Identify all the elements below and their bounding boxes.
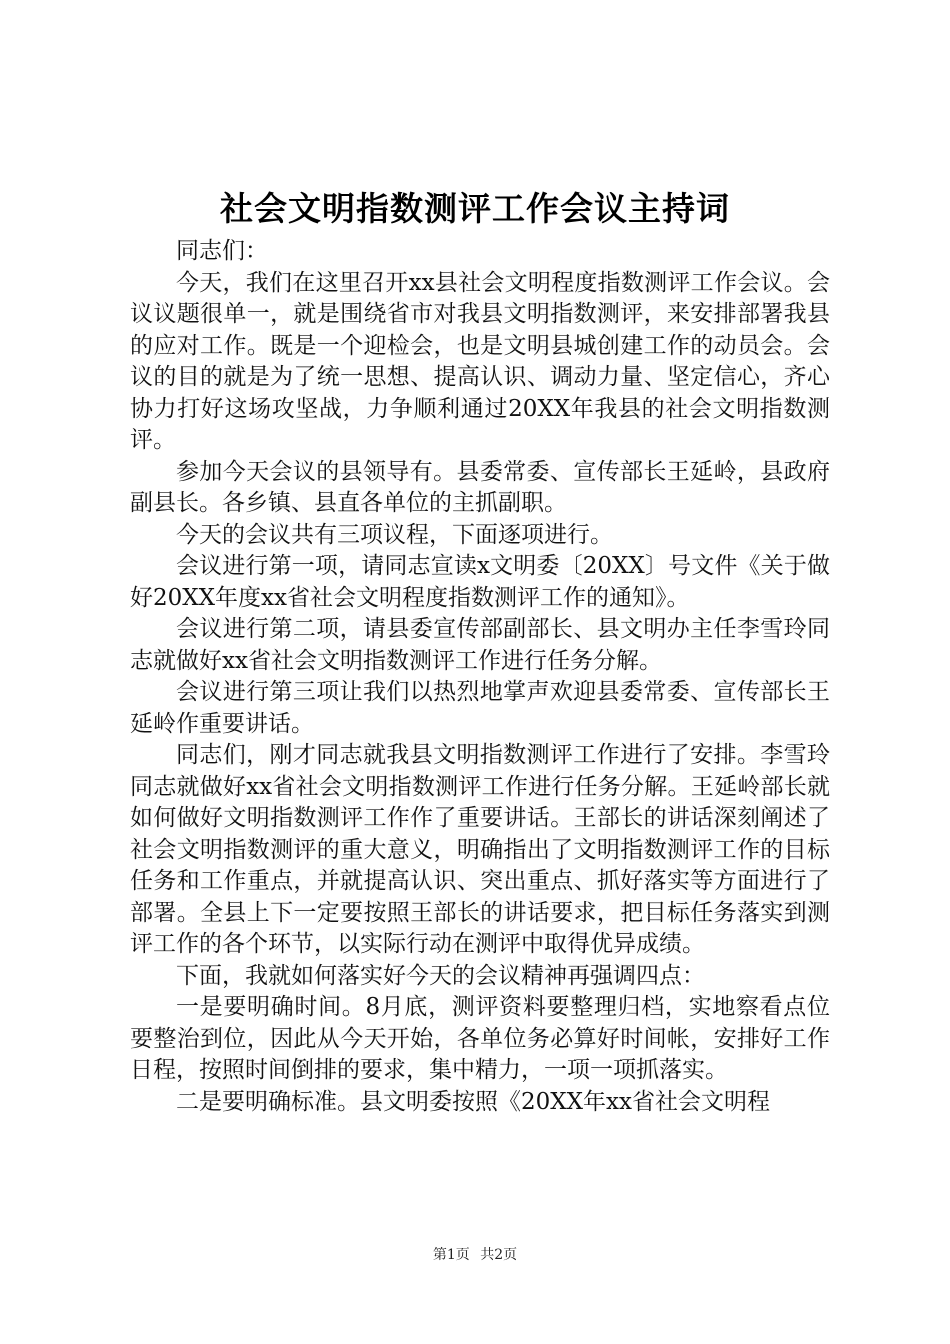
- paragraph: 今天的会议共有三项议程，下面逐项进行。: [176, 521, 613, 548]
- paragraph: 会议进行第二项，请县委宣传部副部长、县文明办主任李雪玲同志就做好xx省社会文明指数测评工作进行任务分解。: [130, 616, 830, 674]
- paragraph: 参加今天会议的县领导有。县委常委、宣传部长王延岭，县政府副县长。各乡镇、县直各单位的主抓副职。: [130, 458, 830, 516]
- page-number: 第1页: [432, 1247, 470, 1263]
- page-footer: [0, 1244, 950, 1264]
- paragraph-greeting: 同志们：: [176, 238, 268, 264]
- paragraph: 会议进行第三项让我们以热烈地掌声欢迎县委常委、宣传部长王延岭作重要讲话。: [130, 679, 830, 737]
- paragraph: 同志们，刚才同志就我县文明指数测评工作进行了安排。李雪玲同志就做好xx省社会文明指数测评工作进行任务分解。王延岭部长就如何做好文明指数测评工作作了重要讲话。王部长的讲话深刻阐述了社会文明指数测评的重大意义，明确指出了文明指数测评工作的目标任务和工作重点，并就提高认识、突出重点、抓好落实等方面进行了部署。全县上下一定要按照王部长的讲话要求，把目标任务落实到测评工作的各个环节，以实际行动在测评中取得优异成绩。: [130, 742, 830, 957]
- page-total: 共2页: [480, 1247, 518, 1263]
- paragraph: 一是要明确时间。8月底，测评资料要整理归档，实地察看点位要整治到位，因此从今天开始，各单位务必算好时间帐，安排好工作日程，按照时间倒排的要求，集中精力，一项一项抓落实。: [130, 994, 830, 1083]
- document-title: 社会文明指数测评工作会议主持词: [220, 189, 730, 228]
- paragraph: 二是要明确标准。县文明委按照《20XX年xx省社会文明程: [176, 1088, 770, 1115]
- paragraph: 今天，我们在这里召开xx县社会文明程度指数测评工作会议。会议议题很单一，就是围绕省市对我县文明指数测评，来安排部署我县的应对工作。既是一个迎检会，也是文明县城创建工作的动员会。会议的目的就是为了统一思想、提高认识、调动力量、坚定信心，齐心协力打好这场攻坚战，力争顺利通过20XX年我县的社会文明指数测评。: [130, 269, 830, 453]
- paragraph: 会议进行第一项，请同志宣读x文明委〔20XX〕号文件《关于做好20XX年度xx省社会文明程度指数测评工作的通知》。: [130, 553, 830, 611]
- document-body: [130, 236, 830, 1118]
- paragraph: 下面，我就如何落实好今天的会议精神再强调四点：: [176, 962, 705, 989]
